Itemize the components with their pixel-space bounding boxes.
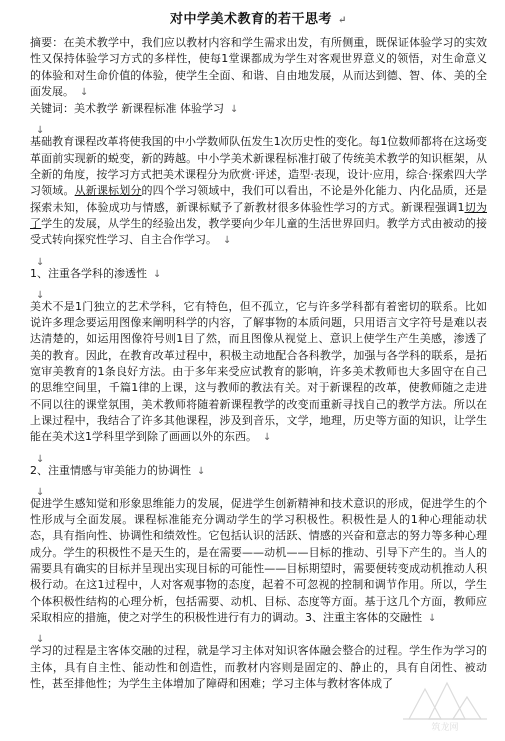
line-break-mark: ↓ [36, 289, 45, 301]
blank-line [30, 283, 487, 299]
line-break-mark: ↓ [230, 104, 239, 116]
line-break-mark: ↓ [223, 235, 232, 247]
line-break-mark: ↓ [36, 486, 45, 498]
keywords-text: 关键词：美术教学 新课程标准 体验学习 [30, 102, 224, 116]
section-3-text: 学习的过程是主客体交融的过程，就是学习主体对知识客体融会整合的过程。学生作为学习的主体，具有自主性、能动性和创造性，而教材内容则是固定的、静止的，具有自闭性、被动性，甚至排他性；为学生主体增加了障碍和困难；学习主体与教材客体成了 [30, 644, 487, 690]
blank-line [30, 250, 487, 266]
watermark-logo-icon [399, 675, 491, 733]
abstract-text: 摘要：在美术教学中，我们应以教材内容和学生需求出发，有所侧重，既保证体验学习的实效性又保持体验学习方式的多样性，使每1堂课都成为学生对客观世界意义的领悟，对生命意义的体验和对生命价值的体验，使学生全面、和谐、自由地发展，从而达到德、智、体、美的全面发展。 [30, 36, 487, 98]
blank-line [30, 627, 487, 646]
intro-text-a: 基础教育课程改革将使我国的中小学数师队伍发生1次历史性的变化。每1位数师都将在这场变革面前实现新的蜕变，新的踌越。中小学美术新课程标准打破了传统美术教学的知识框架，从全新的角度，按学习方式把美术课程分为欣赏·评述，造型·表现，设计·应用，综合·探索四大学习领域。 [30, 135, 487, 198]
heading-2-text: 2、注重情感与审美能力的协调性 [30, 463, 191, 477]
keywords-line [30, 101, 487, 118]
heading-1-text: 1、注重各学科的渗透性 [30, 266, 147, 280]
intro-underlined-b: 切为了 [30, 200, 487, 230]
line-break-mark: ↓ [428, 612, 437, 624]
blank-line [30, 118, 487, 137]
blank-line [30, 447, 487, 463]
watermark-text: 筑龙网 [431, 723, 459, 733]
line-break-mark: ↓ [36, 125, 45, 137]
line-break-mark: ↓ [153, 268, 162, 280]
section-2-paragraph [30, 496, 487, 627]
intro-paragraph [30, 134, 487, 249]
section-heading-2 [30, 463, 487, 480]
document-title [30, 8, 487, 27]
line-break-mark: ↓ [197, 465, 206, 477]
section-2-text: 促进学生感知觉和形象思维能力的发展，促进学生创新精神和技术意识的形成，促进学生的个性形成与全面发展。课程标准能充分调动学生的学习积极性。积极性是人的1种心理能动状态，具有指向性、协调性和绩效性。它包括认识的活跃、情感的兴奋和意志的努力等多种心理成分。学生的积极性不是天生的，是在需要——动机——目标的推动、引导下产生的。当人的需要具有确实的目标并呈现出实现目标的可能性——目标期望时，需要便转变成动机推动人积极行动。在这1过程中，人对客观事物的态度，起着不可忽视的控制和调节作用。所以，学生个体积极性结构的心理分析，包括需要、动机、目标、态度等方面。基于这几个方面，教师应采取相应的措施，使之对学生的积极性进行有力的调动。3、注重主客体的交融性 [30, 496, 487, 624]
blank-line [30, 480, 487, 496]
line-break-mark: ↓ [36, 256, 45, 268]
intro-underlined-a: 从新课标划分 [74, 184, 142, 198]
paragraph-mark: ↵ [338, 15, 347, 26]
section-1-text: 美术不是1门独立的艺术学科，它有特色，但不孤立，它与许多学科都有着密切的联系。比如说许多理念要运用图像来阐明科学的内容，了解事物的本质问题，只用语言文字符号是难以表达清楚的，如运用图像符号则1目了然，而且图像从视觉上、意识上使学生产生美感，渗透了美的教育。因此，在教育改革过程中，积极主动地配合各科教学，加强与各学科的联系，是拓宽审美教育的1条良好方法。由于多年来受应试教育的影响，许多美术教师也大多固守在自己的思维空间里，千篇1律的上课，这与教师的教法有关。对于新课程的改革，使教师随之走进不同以往的课堂氛围，美术教师将随着新课程教学的改变而重新寻找自己的教学方法。所以在上课过程中，我结合了许多其他课程，涉及到音乐，文学，地理，历史等方面的知识，让学生能在美术这1学科里学到除了画画以外的东西。 [30, 299, 487, 444]
section-heading-1 [30, 266, 487, 283]
intro-text-b: 的四个学习领域中，我们可以看出，不论是外化能力、内化品质，还是探索未知，体验成功与情感，新课标赋予了新教材很多体验性学习的方式。新课程强调1 [30, 184, 488, 214]
line-break-mark: ↓ [36, 453, 45, 465]
line-break-mark: ↓ [80, 86, 89, 98]
intro-text-c: 学生的发展，从学生的经验出发，教学要向少年儿童的生活世界回归。教学方式由被动的接受式转向探究性学习、自主合作学习。 [30, 216, 488, 247]
line-break-mark: ↓ [36, 634, 45, 646]
abstract-paragraph [30, 35, 487, 101]
title-text: 对中学美术教育的若干思考 [170, 12, 333, 27]
section-1-paragraph [30, 299, 487, 447]
line-break-mark: ↓ [263, 432, 272, 444]
